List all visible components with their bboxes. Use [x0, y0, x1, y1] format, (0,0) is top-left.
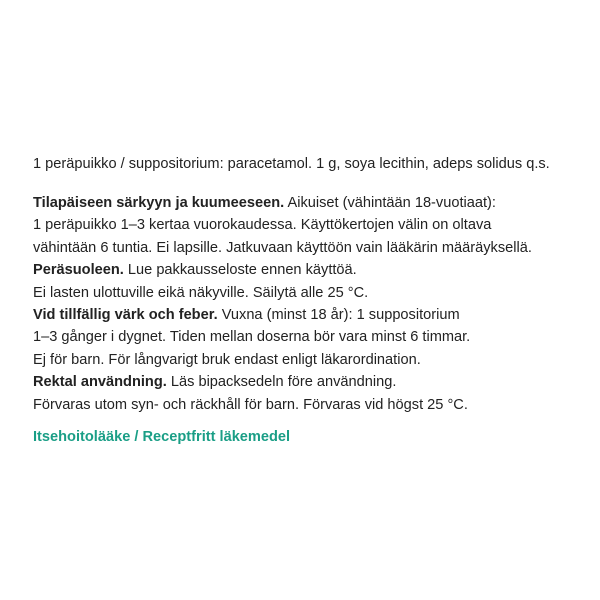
fi-heading: Tilapäiseen särkyyn ja kuumeeseen.	[33, 195, 285, 211]
fi-line-1	[33, 192, 593, 214]
fi-line-3: vähintään 6 tuntia. Ei lapsille. Jatkuvaan käyttöön vain lääkärin määräyksellä.	[33, 239, 532, 256]
sv-line-3: Ej för barn. För långvarigt bruk endast enligt läkarordination.	[33, 351, 421, 368]
sv-route-text: Läs bipacksedeln före användning.	[166, 374, 397, 391]
fi-route-text: Lue pakkausseloste ennen käyttöä.	[123, 262, 357, 279]
composition-text: 1 peräpuikko / suppositorium: paracetamol. 1 g, soya lecithin, adeps solidus q.s.	[33, 156, 550, 172]
sv-line-1	[33, 304, 593, 326]
sv-dosage-adults: Vuxna (minst 18 år): 1 suppositorium	[217, 307, 460, 323]
fi-line-2: 1 peräpuikko 1–3 kertaa vuorokaudessa. Käyttökertojen välin on oltava	[33, 217, 492, 234]
sv-storage: Förvaras utom syn- och räckhåll för barn. Förvaras vid högst 25 °C.	[33, 396, 468, 413]
sv-route-heading: Rektal användning.	[33, 374, 167, 391]
composition-block	[33, 153, 593, 175]
finnish-instructions	[33, 192, 593, 304]
fi-dosage-adults: Aikuiset (vähintään 18-vuotiaat):	[284, 195, 496, 211]
otc-footer	[33, 426, 593, 448]
sv-line-2: 1–3 gånger i dygnet. Tiden mellan doserna bör vara minst 6 timmar.	[33, 329, 471, 346]
sv-heading: Vid tillfällig värk och feber.	[33, 307, 218, 323]
fi-storage: Ei lasten ulottuville eikä näkyville. Säilytä alle 25 °C.	[33, 284, 369, 301]
otc-label: Itsehoitolääke / Receptfritt läkemedel	[33, 429, 291, 445]
fi-route-heading: Peräsuoleen.	[33, 262, 124, 279]
fi-line-4	[33, 259, 593, 281]
sv-line-4	[33, 371, 593, 393]
swedish-instructions	[33, 304, 593, 416]
